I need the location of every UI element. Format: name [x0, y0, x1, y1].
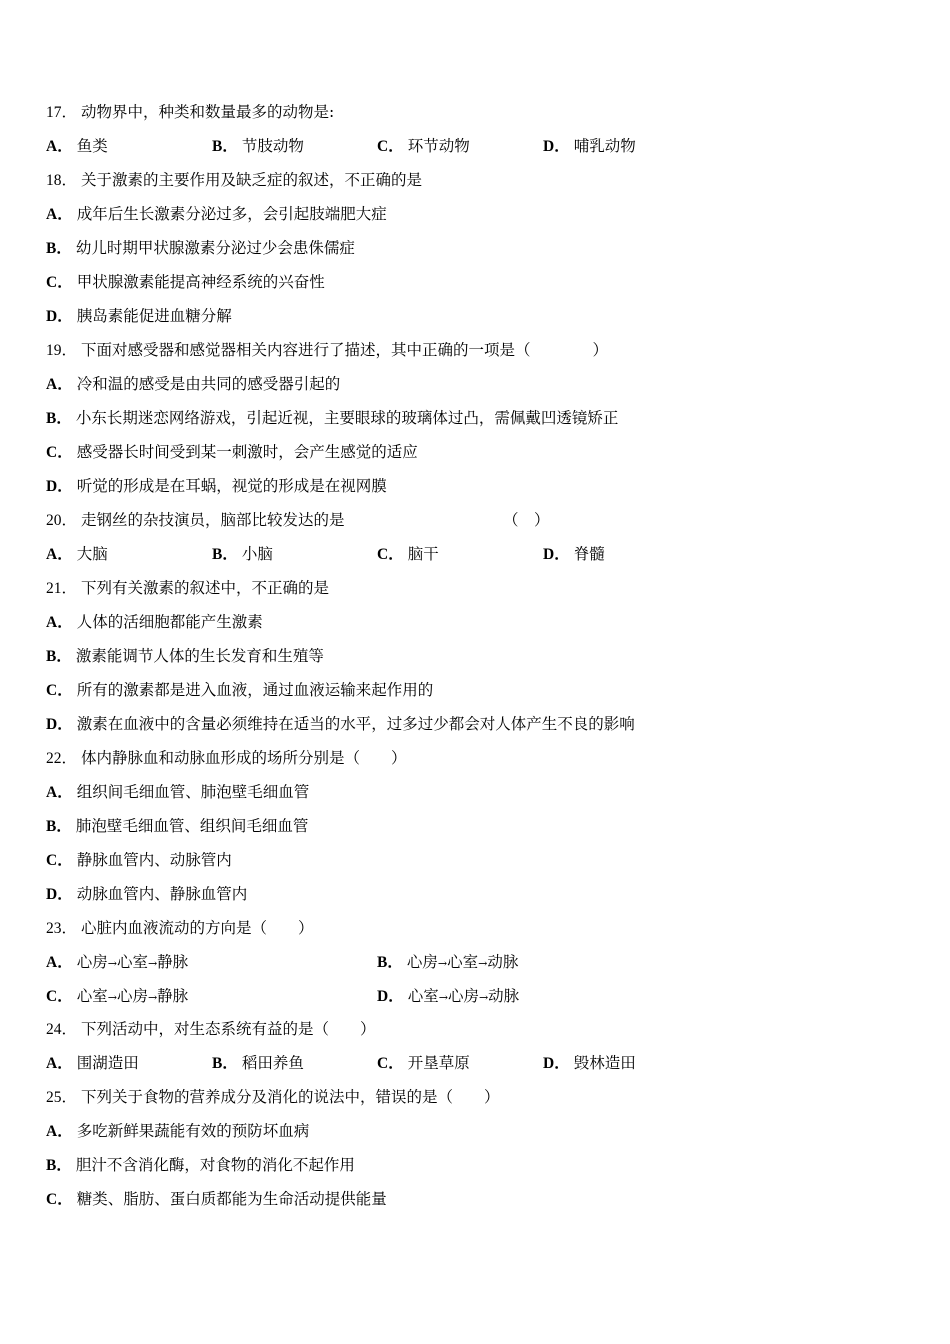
q17-option-c[interactable] [377, 134, 470, 158]
option-letter: A． [46, 1055, 73, 1072]
q21-option-c[interactable] [46, 678, 433, 702]
q21-option-a[interactable] [46, 610, 263, 634]
question-25-stem [46, 1085, 500, 1109]
option-text: 开垦草原 [407, 1054, 470, 1072]
q19-option-c[interactable] [46, 440, 418, 464]
q20-option-a[interactable] [46, 542, 108, 566]
flow-step: 心房 [447, 987, 479, 1005]
question-17-stem [46, 100, 334, 124]
option-text: 小脑 [241, 545, 273, 563]
q24-option-c[interactable] [377, 1051, 470, 1075]
option-letter: A． [46, 206, 73, 223]
flow-step: 动脉 [487, 953, 519, 971]
option-text: 围湖造田 [76, 1054, 139, 1072]
question-number: 20． [46, 512, 78, 529]
option-text: 多吃新鲜果蔬能有效的预防坏血病 [76, 1122, 310, 1140]
answer-blank: （ ） [503, 511, 550, 529]
q23-option-d[interactable] [377, 984, 519, 1008]
q17-option-a[interactable] [46, 134, 108, 158]
q25-option-a[interactable] [46, 1119, 309, 1143]
option-letter: D． [46, 308, 73, 325]
flow-step: 心房 [76, 953, 108, 971]
option-text: 冷和温的感受是由共同的感受器引起的 [76, 375, 341, 393]
option-letter: D． [543, 138, 570, 155]
flow-step: 心室 [447, 953, 479, 971]
arrow-right-icon: → [478, 991, 489, 1004]
question-21-stem [46, 576, 329, 600]
q25-option-b[interactable] [46, 1153, 355, 1177]
q23-option-a[interactable] [46, 950, 188, 974]
q18-option-a[interactable] [46, 202, 387, 226]
option-letter: B． [212, 138, 238, 155]
arrow-right-icon: → [438, 991, 448, 1004]
q22-option-c[interactable] [46, 848, 232, 872]
option-letter: A． [46, 138, 73, 155]
question-22-stem [46, 746, 407, 770]
option-letter: B． [212, 546, 238, 563]
flow-step: 心房 [116, 987, 148, 1005]
option-letter: C． [46, 1191, 73, 1208]
option-text: 鱼类 [76, 137, 108, 155]
option-text: 激素在血液中的含量必须维持在适当的水平，过多过少都会对人体产生不良的影响 [76, 715, 635, 733]
option-letter: C． [377, 546, 404, 563]
question-number: 17． [46, 104, 78, 121]
q22-option-a[interactable] [46, 780, 309, 804]
option-text: 脊髓 [573, 545, 605, 563]
option-letter: B． [46, 818, 72, 835]
question-number: 21． [46, 580, 78, 597]
option-text: 静脉血管内、动脉管内 [76, 851, 232, 869]
option-text: 感受器长时间受到某一刺激时，会产生感觉的适应 [76, 443, 418, 461]
q22-option-b[interactable] [46, 814, 308, 838]
arrow-right-icon: → [478, 957, 488, 970]
question-number: 25． [46, 1089, 78, 1106]
question-text: 下面对感受器和感觉器相关内容进行了描述，其中正确的一项是（ ） [81, 341, 609, 359]
option-text: 听觉的形成是在耳蜗，视觉的形成是在视网膜 [76, 477, 387, 495]
option-letter: A． [46, 1123, 73, 1140]
arrow-right-icon: → [147, 957, 158, 970]
q18-option-b[interactable] [46, 236, 355, 260]
option-letter: C． [46, 274, 73, 291]
q24-option-a[interactable] [46, 1051, 139, 1075]
option-letter: D． [46, 886, 73, 903]
q18-option-c[interactable] [46, 270, 325, 294]
q25-option-c[interactable] [46, 1187, 387, 1211]
option-letter: A． [46, 954, 73, 971]
option-text: 胆汁不含消化酶，对食物的消化不起作用 [75, 1156, 355, 1174]
option-letter: B． [212, 1055, 238, 1072]
q17-option-d[interactable] [543, 134, 636, 158]
option-text: 人体的活细胞都能产生激素 [76, 613, 263, 631]
option-text: 组织间毛细血管、肺泡壁毛细血管 [76, 783, 310, 801]
option-letter: B． [377, 954, 403, 971]
flow-step: 心室 [116, 953, 148, 971]
option-letter: D． [377, 988, 404, 1005]
option-letter: A． [46, 614, 73, 631]
option-letter: D． [543, 546, 570, 563]
option-letter: B． [46, 1157, 72, 1174]
question-text: 关于激素的主要作用及缺乏症的叙述，不正确的是 [81, 171, 423, 189]
q19-option-b[interactable] [46, 406, 618, 430]
option-letter: C． [46, 682, 73, 699]
arrow-right-icon: → [147, 991, 158, 1004]
q19-option-a[interactable] [46, 372, 340, 396]
q21-option-b[interactable] [46, 644, 324, 668]
q20-option-d[interactable] [543, 542, 605, 566]
q18-option-d[interactable] [46, 304, 232, 328]
option-text: 小东长期迷恋网络游戏，引起近视，主要眼球的玻璃体过凸，需佩戴凹透镜矫正 [75, 409, 619, 427]
question-20-stem [46, 508, 345, 532]
option-text: 肺泡壁毛细血管、组织间毛细血管 [75, 817, 309, 835]
option-letter: A． [46, 784, 73, 801]
question-text: 体内静脉血和动脉血形成的场所分别是（ ） [81, 749, 407, 767]
arrow-right-icon: → [107, 991, 117, 1004]
option-text: 节肢动物 [241, 137, 304, 155]
option-text: 毁林造田 [573, 1054, 636, 1072]
q20-option-c[interactable] [377, 542, 439, 566]
option-text: 糖类、脂肪、蛋白质都能为生命活动提供能量 [76, 1190, 387, 1208]
option-text: 胰岛素能促进血糖分解 [76, 307, 232, 325]
option-letter: B． [46, 648, 72, 665]
question-24-stem [46, 1017, 376, 1041]
question-text: 动物界中，种类和数量最多的动物是: [81, 103, 335, 121]
option-text: 成年后生长激素分泌过多，会引起肢端肥大症 [76, 205, 387, 223]
question-text: 心脏内血液流动的方向是（ ） [81, 919, 314, 937]
question-number: 23． [46, 920, 78, 937]
option-text: 所有的激素都是进入血液，通过血液运输来起作用的 [76, 681, 434, 699]
q24-option-b[interactable] [212, 1051, 304, 1075]
option-letter: C． [377, 1055, 404, 1072]
arrow-right-icon: → [437, 957, 448, 970]
q21-option-d[interactable] [46, 712, 635, 736]
option-text: 稻田养鱼 [241, 1054, 304, 1072]
option-text: 大脑 [76, 545, 108, 563]
option-text: 哺乳动物 [573, 137, 636, 155]
option-letter: A． [46, 376, 73, 393]
q20-option-b[interactable] [212, 542, 273, 566]
flow-step: 心室 [76, 987, 108, 1005]
question-number: 22． [46, 750, 78, 767]
option-letter: C． [46, 988, 73, 1005]
q23-option-c[interactable] [46, 984, 188, 1008]
option-letter: B． [46, 410, 72, 427]
option-letter: D． [46, 478, 73, 495]
question-number: 24． [46, 1021, 78, 1038]
flow-step: 心房 [406, 953, 438, 971]
option-text: 幼儿时期甲状腺激素分泌过少会患侏儒症 [75, 239, 355, 257]
option-letter: B． [46, 240, 72, 257]
flow-step: 心室 [407, 987, 439, 1005]
question-text: 下列关于食物的营养成分及消化的说法中，错误的是（ ） [81, 1088, 500, 1106]
question-23-stem [46, 916, 314, 940]
option-letter: A． [46, 546, 73, 563]
question-number: 18． [46, 172, 78, 189]
question-text: 下列有关激素的叙述中，不正确的是 [81, 579, 330, 597]
option-letter: C． [377, 138, 404, 155]
flow-step: 静脉 [157, 987, 189, 1005]
option-letter: D． [543, 1055, 570, 1072]
question-text: 走钢丝的杂技演员，脑部比较发达的是 [81, 511, 345, 529]
arrow-right-icon: → [107, 957, 117, 970]
flow-step: 动脉 [488, 987, 520, 1005]
option-letter: D． [46, 716, 73, 733]
question-text: 下列活动中，对生态系统有益的是（ ） [81, 1020, 376, 1038]
option-text: 激素能调节人体的生长发育和生殖等 [75, 647, 324, 665]
question-19-stem [46, 338, 608, 362]
option-text: 脑干 [407, 545, 439, 563]
q17-option-b[interactable] [212, 134, 304, 158]
q22-option-d[interactable] [46, 882, 247, 906]
option-letter: C． [46, 444, 73, 461]
option-text: 环节动物 [407, 137, 470, 155]
option-text: 甲状腺激素能提高神经系统的兴奋性 [76, 273, 325, 291]
question-18-stem [46, 168, 422, 192]
q23-option-b[interactable] [377, 950, 518, 974]
q19-option-d[interactable] [46, 474, 387, 498]
question-number: 19． [46, 342, 78, 359]
option-text: 动脉血管内、静脉血管内 [76, 885, 248, 903]
flow-step: 静脉 [157, 953, 189, 971]
option-letter: C． [46, 852, 73, 869]
q24-option-d[interactable] [543, 1051, 636, 1075]
